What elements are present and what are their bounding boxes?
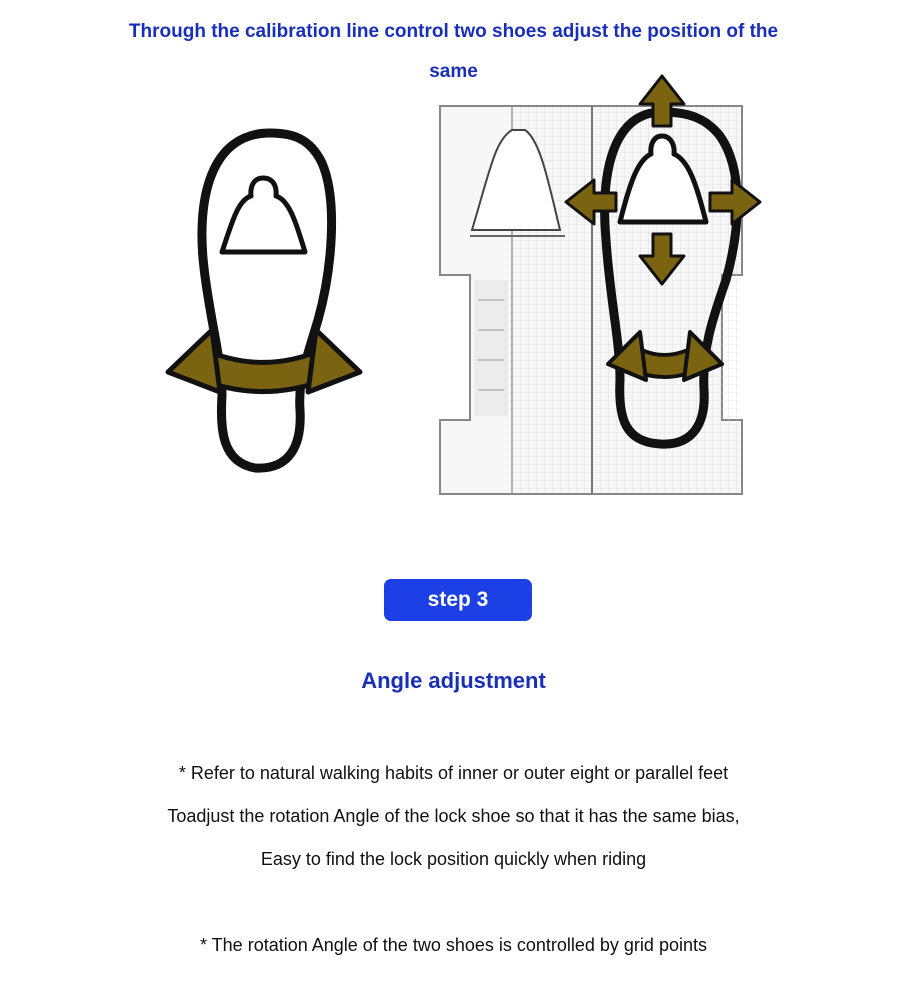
- instruction-line-4: * The rotation Angle of the two shoes is controlled by grid points: [200, 935, 707, 955]
- instruction-line-3: Easy to find the lock position quickly when riding: [260, 849, 647, 869]
- instruction-line-2: Toadjust the rotation Angle of the lock shoe so that it has the same bias,: [167, 806, 740, 826]
- instruction-line-1: * Refer to natural walking habits of inner or outer eight or parallel feet: [178, 763, 729, 783]
- headline: Through the calibration line control two shoes adjust the position of the same: [128, 21, 779, 82]
- section-title: Angle adjustment: [361, 668, 546, 693]
- step-badge[interactable]: step 3: [384, 579, 532, 621]
- calibration-board-icon: [440, 106, 742, 494]
